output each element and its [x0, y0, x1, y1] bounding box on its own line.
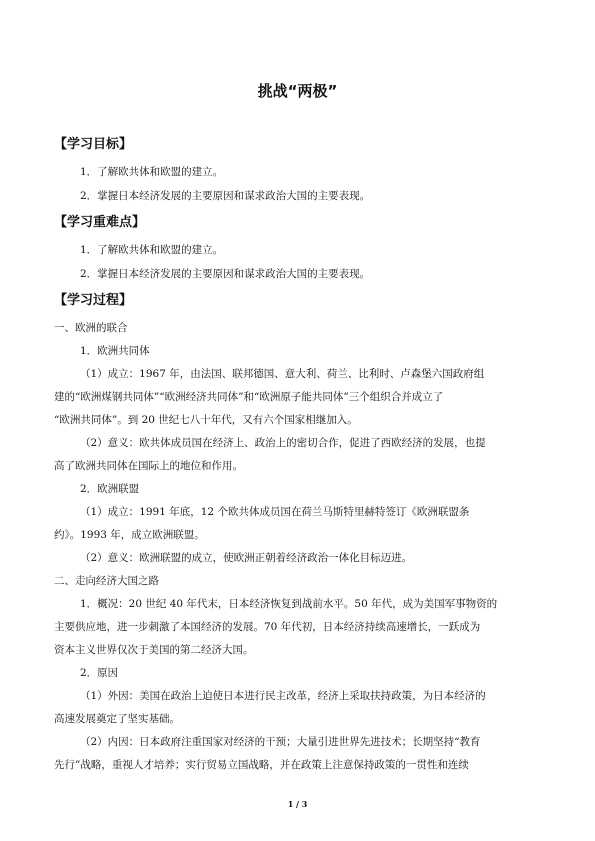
process-line: 高速发展奠定了坚实基础。 [54, 713, 180, 725]
process-line: 建的“欧洲煤钢共同体”“欧洲经济共同体”和“欧洲原子能共同体”三个组织合并成立了 [54, 391, 444, 403]
keypoint-item: 1．了解欧共体和欧盟的建立。 [80, 244, 224, 256]
process-line: （1）成立：1967 年，由法国、联邦德国、意大利、荷兰、比利时、卢森堡六国政府组 [80, 368, 485, 380]
process-line: 先行”战略，重视人才培养；实行贸易立国战略，并在政策上注意保持政策的一贯性和连续 [54, 759, 469, 771]
process-line: （2）内因：日本政府注重国家对经济的干预；大量引进世界先进技术；长期坚持“教育 [80, 736, 481, 748]
process-line: 2．欧洲联盟 [80, 483, 140, 495]
process-line: （1）外因：美国在政治上迫使日本进行民主改革，经济上采取扶持政策，为日本经济的 [80, 690, 486, 702]
section-heading-process: 【学习过程】 [54, 293, 133, 308]
page-number: 1 / 3 [287, 799, 308, 809]
keypoint-item: 2．掌握日本经济发展的主要原因和谋求政治大国的主要表现。 [80, 268, 371, 280]
goal-item: 2．掌握日本经济发展的主要原因和谋求政治大国的主要表现。 [80, 190, 371, 202]
process-line: “欧洲共同体”。到 20 世纪七八十年代，又有六个国家相继加入。 [54, 414, 358, 426]
process-line: 二、走向经济大国之路 [54, 575, 159, 587]
process-line: 资本主义世界仅次于美国的第二经济大国。 [54, 644, 254, 656]
process-line: （2）意义：欧共体成员国在经济上、政治上的密切合作，促进了西欧经济的发展，也提 [80, 437, 486, 449]
section-heading-goals: 【学习目标】 [54, 137, 133, 152]
section-heading-keypoints: 【学习重难点】 [54, 215, 146, 230]
process-line: 2．原因 [80, 667, 119, 679]
process-line: （1）成立：1991 年底，12 个欧共体成员国在荷兰马斯特里赫特签订《欧洲联盟条 [80, 506, 470, 518]
process-line: 1．概况：20 世纪 40 年代末，日本经济恢复到战前水平。50 年代，成为美国军事物资的 [80, 598, 498, 610]
process-line: 主要供应地，进一步刺激了本国经济的发展。70 年代初，日本经济持续高速增长，一跃成为 [54, 621, 481, 633]
process-line: 约》。1993 年，成立欧洲联盟。 [54, 529, 205, 541]
document-title: 挑战“两极” [257, 82, 338, 100]
process-line: （2）意义：欧洲联盟的成立，使欧洲正朝着经济政治一体化目标迈进。 [80, 552, 413, 564]
process-line: 1．欧洲共同体 [80, 345, 150, 357]
process-line: 高了欧洲共同体在国际上的地位和作用。 [54, 460, 243, 472]
goal-item: 1．了解欧共体和欧盟的建立。 [80, 166, 224, 178]
process-line: 一、欧洲的联合 [54, 322, 128, 334]
